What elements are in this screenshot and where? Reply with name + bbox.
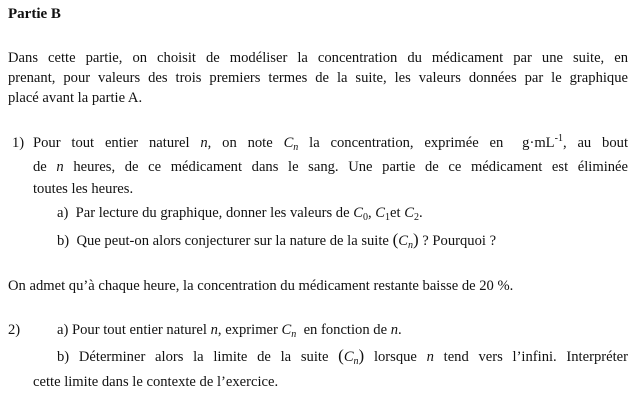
question-2-number: 2) [8, 322, 21, 338]
question-2a: a) Pour tout entier naturel n, exprimer $C_n$ en fonction de n. [57, 322, 402, 340]
question-2b: b) Déterminer alors la limite de la suite $(C_n)$ lorsque n tend vers l’infini. Interpréter [57, 346, 628, 367]
intro-line-1: Dans cette partie, on choisit de modéliser la concentration du médicament par une suite, en [8, 50, 628, 66]
question-1b: b) Que peut-on alors conjecturer sur la nature de la suite $(C_n)$ ? Pourquoi ? [57, 230, 497, 251]
question-1-number: 1) [12, 135, 25, 151]
intro-line-2: prenant, pour valeurs des trois premiers termes de la suite, les valeurs données par le graphique [8, 70, 628, 86]
intro-line-3: placé avant la partie A. [8, 90, 143, 106]
unit: $g\cdot mL^{-1}$ [522, 133, 563, 151]
question-2b-line-2: cette limite dans le contexte de l’exercice. [33, 374, 279, 390]
question-1-line-2: de n heures, de ce médicament dans le sang. Une partie de ce médicament est éliminée [33, 159, 629, 175]
section-heading: Partie B [8, 6, 61, 22]
question-1-line-3: toutes les heures. [33, 181, 134, 197]
statement: On admet qu’à chaque heure, la concentration du médicament restante baisse de 20 %. [8, 278, 514, 294]
question-1-line-1: Pour tout entier naturel n, on note $C_n$ la concentration, exprimée en $g\cdot mL^{-1}$, au bout [33, 133, 628, 153]
question-1a: a) Par lecture du graphique, donner les valeurs de $C_0$, $C_1et$ $C_2$. [57, 205, 423, 223]
